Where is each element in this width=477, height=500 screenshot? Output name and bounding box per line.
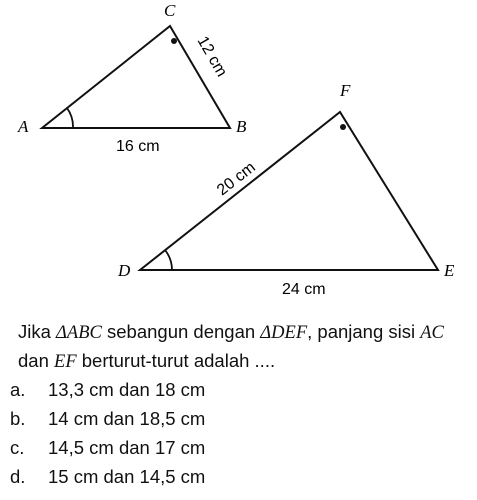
option-text: 15 cm dan 14,5 cm <box>48 466 206 487</box>
answer-options <box>10 375 450 491</box>
vertex-f-label: F <box>340 81 351 100</box>
option-b[interactable] <box>10 404 450 433</box>
angle-a-arc <box>67 108 73 128</box>
side-ac-symbol: AC <box>420 323 444 343</box>
angle-d-arc <box>165 250 172 270</box>
question-text <box>18 318 468 376</box>
angle-f-dot <box>340 124 346 130</box>
triangle-abc-symbol: ΔABC <box>56 323 102 343</box>
vertex-a-label: A <box>18 117 29 136</box>
question-part: Jika <box>18 321 57 342</box>
option-letter: d. <box>10 466 26 487</box>
option-c[interactable] <box>10 433 450 462</box>
side-ef-symbol: EF <box>54 352 77 372</box>
triangle-def-symbol: ΔDEF <box>260 323 308 343</box>
option-text: 14 cm dan 18,5 cm <box>48 408 206 429</box>
vertex-b-label: B <box>236 117 247 136</box>
vertex-d-label: D <box>118 261 131 280</box>
question-part: berturut-turut adalah .... <box>76 350 276 371</box>
option-a[interactable] <box>10 375 450 404</box>
side-ab-length: 16 cm <box>116 138 160 155</box>
option-text: 13,3 cm dan 18 cm <box>48 379 206 400</box>
question-part: sebangun dengan <box>101 321 261 342</box>
side-df-length: 20 cm <box>213 158 259 200</box>
angle-c-dot <box>171 38 177 44</box>
vertex-c-label: C <box>164 1 176 20</box>
vertex-e-label: E <box>444 261 455 280</box>
side-de-length: 24 cm <box>282 281 326 298</box>
option-letter: b. <box>10 408 26 429</box>
triangle-def <box>140 112 438 270</box>
option-text: 14,5 cm dan 17 cm <box>48 437 206 458</box>
question-part: , panjang sisi <box>307 321 421 342</box>
option-d[interactable] <box>10 462 450 491</box>
question-part: dan <box>18 350 55 371</box>
side-bc-length: 12 cm <box>193 33 231 80</box>
option-letter: a. <box>10 379 26 400</box>
option-letter: c. <box>10 437 25 458</box>
